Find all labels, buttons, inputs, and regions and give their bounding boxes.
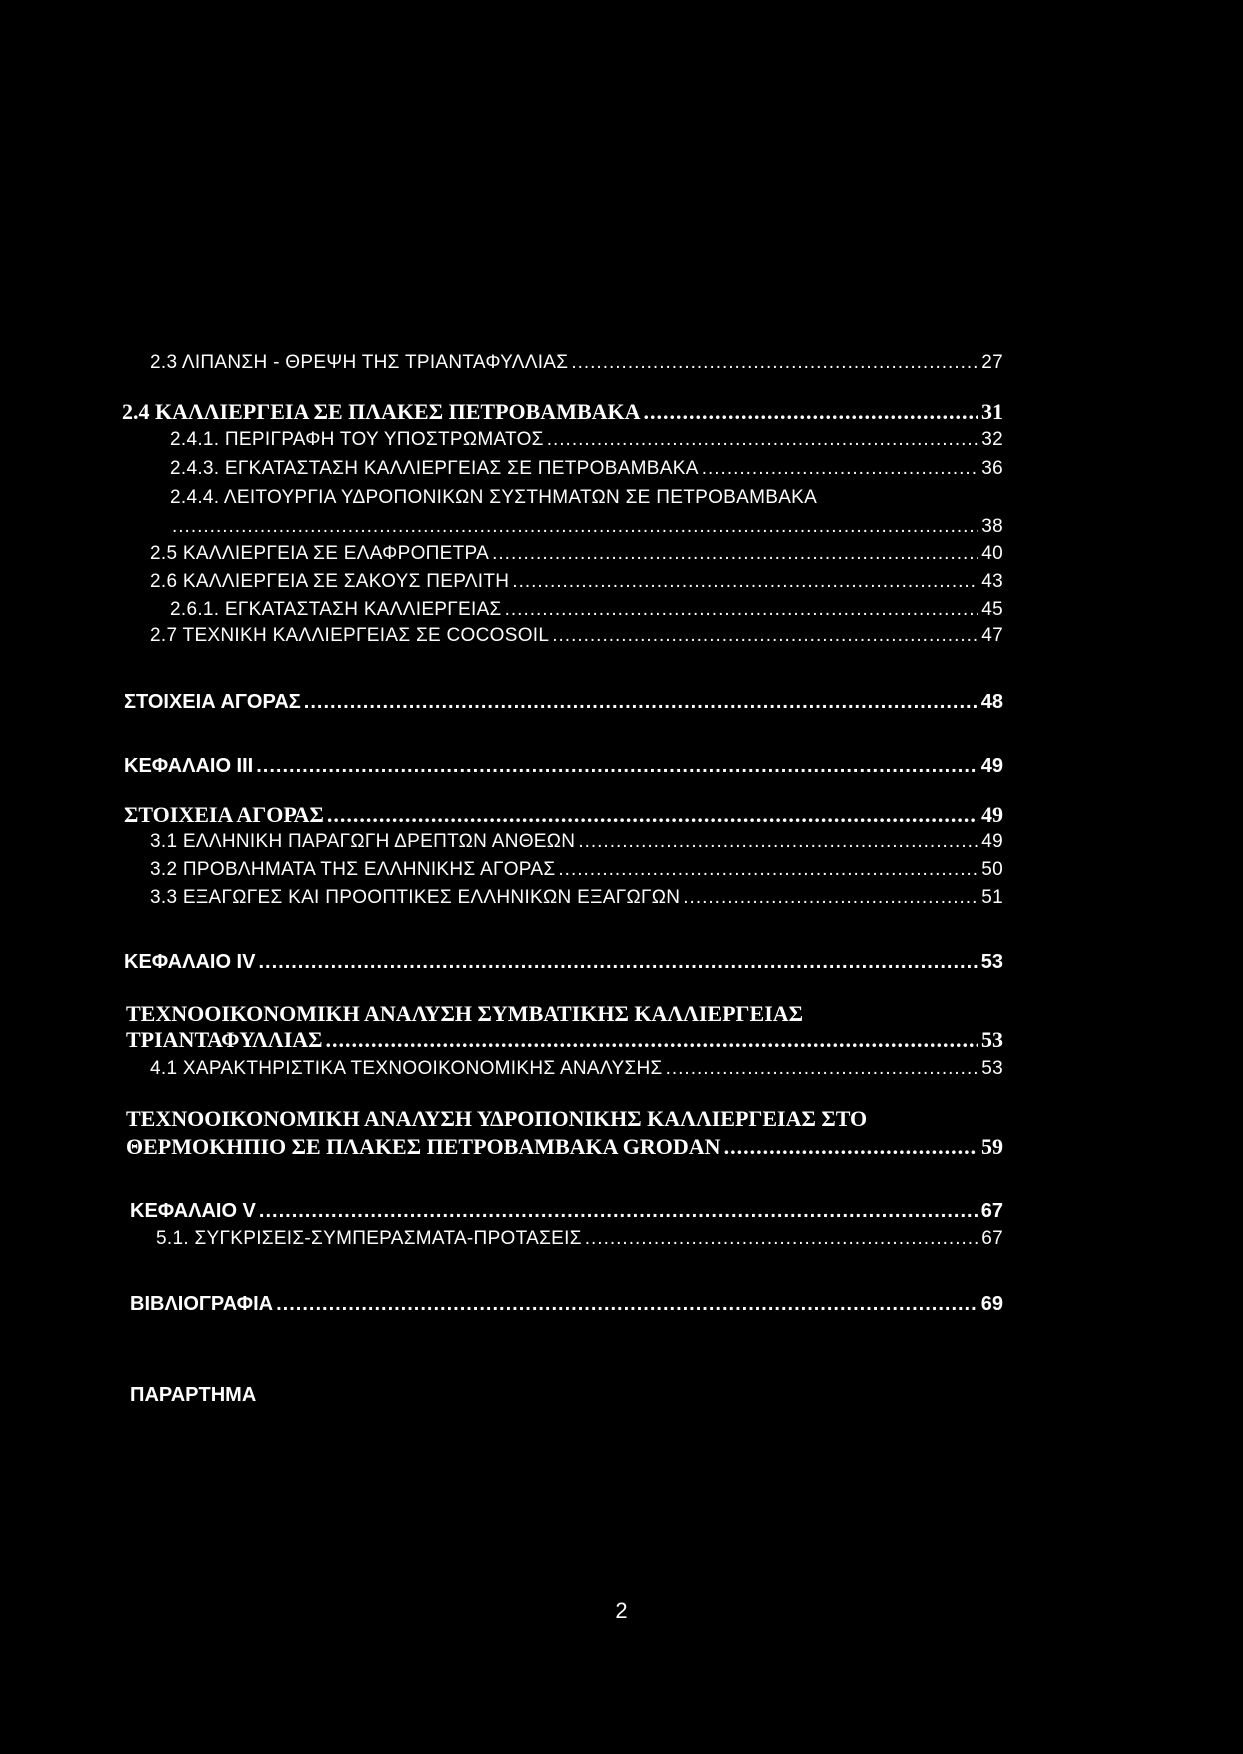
toc-entry-page: 69 [980,1293,1003,1315]
toc-entry-title: 2.5 ΚΑΛΛΙΕΡΓΕΙΑ ΣΕ ΕΛΑΦΡΟΠΕΤΡΑ [150,543,490,564]
toc-entry [150,832,1003,851]
dot-leader [326,1029,978,1051]
toc-entry-page: 47 [981,625,1003,646]
dot-leader [259,1201,978,1221]
dot-leader [505,600,979,619]
dot-leader [702,459,979,478]
toc-entry-page: 48 [980,691,1003,713]
toc-entry-title: ΤΕΧΝΟΟΙΚΟΝΟΜΙΚΗ ΑΝΑΛΥΣΗ ΣΥΜΒΑΤΙΚΗΣ ΚΑΛΛΙΕΡΓΕΙΑΣ [126,1001,804,1026]
toc-entry [150,544,1003,563]
dot-leader [258,952,977,972]
toc-entry [156,1229,1003,1248]
toc-entry-title: 2.6.1. ΕΓΚΑΤΑΣΤΑΣΗ ΚΑΛΛΙΕΡΓΕΙΑΣ [170,599,502,620]
dot-leader [256,756,978,776]
toc-entry-title: 2.4.4. ΛΕΙΤΟΥΡΓΙΑ ΥΔΡΟΠΟΝΙΚΩΝ ΣΥΣΤΗΜΑΤΩΝ ΣΕ ΠΕΤΡΟΒΑΜΒΑΚΑ [170,487,818,508]
toc-entry-title: 3.1 ΕΛΛΗΝΙΚΗ ΠΑΡΑΓΩΓΗ ΔΡΕΠΤΩΝ ΑΝΘΕΩΝ [150,831,576,852]
toc-entry-page: 36 [981,458,1003,479]
dot-leader [492,544,978,563]
toc-entry [150,888,1003,907]
toc-entry-title: 3.2 ΠΡΟΒΛΗΜΑΤΑ ΤΗΣ ΕΛΛΗΝΙΚΗΣ ΑΓΟΡΑΣ [150,859,556,880]
toc-entry-page: 59 [981,1134,1003,1159]
toc-entry [150,860,1003,879]
toc-entry-page: 43 [981,571,1003,592]
dot-leader [644,401,978,423]
toc-entry-page: 32 [981,429,1003,450]
toc-entry-page: 50 [981,859,1003,880]
toc-entry-title: 2.4 ΚΑΛΛΙΕΡΓΕΙΑ ΣΕ ΠΛΑΚΕΣ ΠΕΤΡΟΒΑΜΒΑΚΑ [122,399,641,424]
toc-entry-title: 2.7 ΤΕΧΝΙΚΗ ΚΑΛΛΙΕΡΓΕΙΑΣ ΣΕ COCOSOIL [150,625,550,646]
toc-entry-title: 2.4.1. ΠΕΡΙΓΡΑΦΗ ΤΟΥ ΥΠΟΣΤΡΩΜΑΤΟΣ [170,429,544,450]
toc-entry [172,517,1003,536]
toc-entry-title: ΤΕΧΝΟΟΙΚΟΝΟΜΙΚΗ ΑΝΑΛΥΣΗ ΥΔΡΟΠΟΝΙΚΗΣ ΚΑΛΛΙΕΡΓΕΙΑΣ ΣΤΟ [126,1106,868,1131]
toc-entry-page: 31 [981,399,1003,424]
toc-entry-page: 67 [980,1200,1003,1222]
dot-leader [552,626,978,645]
toc-entry-title: 2.6 ΚΑΛΛΙΕΡΓΕΙΑ ΣΕ ΣΑΚΟΥΣ ΠΕΡΛΙΤΗ [150,571,510,592]
dot-leader [512,572,978,591]
toc-entry [170,600,1003,619]
dot-leader [666,1059,979,1078]
toc-entry-title: 5.1. ΣΥΓΚΡΙΣΕΙΣ-ΣΥΜΠΕΡΑΣΜΑΤΑ-ΠΡΟΤΑΣΕΙΣ [156,1228,582,1249]
toc-entry [150,572,1003,591]
toc-entry-page: 53 [981,1058,1003,1079]
dot-leader [547,430,979,449]
dot-leader [304,692,978,712]
toc-entry [130,1201,1003,1221]
toc-entry-page: 67 [981,1228,1003,1249]
toc-entry-page: 49 [981,831,1003,852]
toc-entry [150,1059,1003,1078]
dot-leader [327,804,978,826]
dot-leader [276,1294,978,1314]
toc-entry [122,401,1003,423]
toc-entry [124,756,1003,776]
toc-entry-page: 49 [980,755,1003,777]
toc-entry [150,626,1003,645]
toc-entry [124,804,1003,826]
toc-entry-title: 3.3 ΕΞΑΓΩΓΕΣ ΚΑΙ ΠΡΟΟΠΤΙΚΕΣ ΕΛΛΗΝΙΚΩΝ ΕΞΑΓΩΓΩΝ [150,887,681,908]
toc-entry-title: ΠΑΡΑΡΤΗΜΑ [130,1384,257,1406]
toc-entry-title: ΚΕΦΑΛΑΙΟ V [130,1200,256,1222]
dot-leader [724,1136,978,1158]
dot-leader [683,888,978,907]
toc-entry-page: 45 [981,599,1003,620]
dot-leader [558,860,978,879]
toc-entry-title: ΣΤΟΙΧΕΙΑ ΑΓΟΡΑΣ [124,802,324,827]
toc-entry-page: 49 [981,802,1003,827]
page-number: 2 [615,1598,628,1623]
toc-entry-title: ΒΙΒΛΙΟΓΡΑΦΙΑ [130,1293,274,1315]
toc-entry-page: 27 [981,352,1003,373]
toc-entry [130,1294,1003,1314]
toc-entry-page: 40 [981,543,1003,564]
toc-entry-title: 4.1 ΧΑΡΑΚΤΗΡΙΣΤΙΚΑ ΤΕΧΝΟΟΙΚΟΝΟΜΙΚΗΣ ΑΝΑΛΥΣΗΣ [150,1058,663,1079]
toc-entry-title: ΚΕΦΑΛΑΙΟ III [124,755,254,777]
toc-entry [124,692,1003,712]
toc-entry [124,952,1003,972]
toc-entry-title: 2.3 ΛΙΠΑΝΣΗ - ΘΡΕΨΗ ΤΗΣ ΤΡΙΑΝΤΑΦΥΛΛΙΑΣ [150,352,569,373]
toc-entry-page: 38 [981,516,1003,537]
toc-entry-title: ΣΤΟΙΧΕΙΑ ΑΓΟΡΑΣ [124,691,301,713]
toc-entry-page: 53 [981,1027,1003,1052]
toc-entry [126,1029,1003,1051]
dot-leader [172,517,978,536]
dot-leader [571,353,978,372]
dot-leader [578,832,978,851]
toc-entry [126,1136,1003,1158]
toc-entry-page: 53 [980,951,1003,973]
toc-entry-title: 2.4.3. ΕΓΚΑΤΑΣΤΑΣΗ ΚΑΛΛΙΕΡΓΕΙΑΣ ΣΕ ΠΕΤΡΟΒΑΜΒΑΚΑ [170,458,699,479]
toc-entry-title-line2: ΤΡΙΑΝΤΑΦΥΛΛΙΑΣ [126,1027,323,1052]
toc-entry [150,353,1003,372]
toc-entry-page: 51 [981,887,1003,908]
toc-entry-title-line2: ΘΕΡΜΟΚΗΠΙΟ ΣΕ ΠΛΑΚΕΣ ΠΕΤΡΟΒΑΜΒΑΚΑ GRODAN [126,1134,721,1159]
toc-entry [170,430,1003,449]
toc-entry-title: ΚΕΦΑΛΑΙΟ IV [124,951,256,973]
dot-leader [585,1229,979,1248]
toc-entry [170,459,1003,478]
